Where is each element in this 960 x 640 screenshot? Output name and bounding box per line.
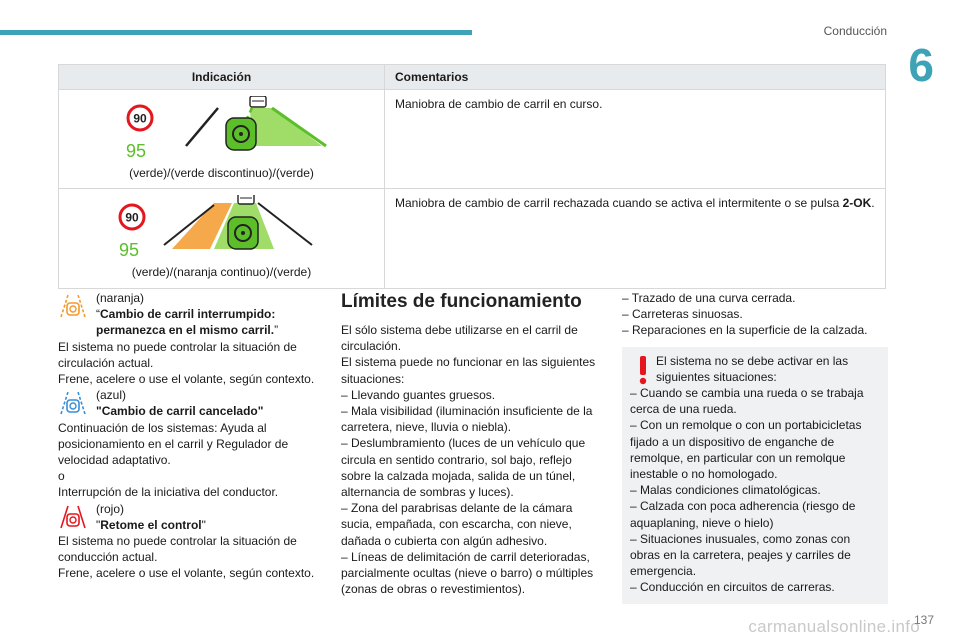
warning-box: [622, 347, 888, 604]
table-cell-comment: [385, 90, 886, 189]
section-title: Conducción: [823, 24, 887, 38]
chapter-number: 6: [908, 39, 934, 91]
page-number: 137: [913, 613, 934, 627]
list-item: – Llevando guantes gruesos.: [341, 387, 496, 402]
lane-change-rejected-illustration: [102, 195, 342, 261]
body-text: Frene, acelere o use el volante, según contexto.: [58, 566, 315, 581]
exclamation-warning-icon: [636, 355, 650, 385]
own-car-steering-icon: [228, 217, 258, 249]
list-item: – Cuando se cambia una rueda o se trabaja cerca de una rueda.: [630, 386, 864, 417]
right-column: [622, 290, 888, 604]
speed-limit-sign-icon: [128, 106, 152, 130]
quote-open: “: [96, 307, 100, 322]
list-item: – Zona del parabrisas delante de la cámara sucia, empañada, con escarcha, con nieve, dañada o cubierta con algún adhesivo.: [341, 501, 573, 548]
list-item: – Mala visibilidad (iluminación insuficiente de la carretera, nieve, lluvia o niebla).: [341, 404, 593, 435]
speed-limit-sign-icon: [120, 205, 144, 229]
list-item: – Malas condiciones climatológicas.: [630, 483, 821, 498]
list-item: – Reparaciones en la superficie de la calzada.: [622, 323, 868, 338]
table-cell-comment: [385, 189, 886, 289]
comment-text: Maniobra de cambio de carril en curso.: [395, 97, 603, 111]
list-item: – Deslumbramiento (luces de un vehículo que circula en sentido contrario, sol bajo, reflejo sobre la calzada mojada, salida de un túnel, alternancia de sombras y luces).: [341, 436, 586, 500]
body-text: El sistema no puede controlar la situación de conducción actual.: [58, 534, 297, 565]
indication-caption: (verde)/(naranja continuo)/(verde): [131, 265, 312, 279]
body-text: El sistema no puede controlar la situación de circulación actual.: [58, 339, 297, 370]
blue-info-entry: [58, 387, 320, 500]
table-header-indication: Indicación: [59, 65, 385, 90]
list-item: – Líneas de delimitación de carril deterioradas, parcialmente ocultas (nieve o barro) o múltiples (zonas de obras o revestimientos).: [341, 549, 594, 597]
set-speed-value: 95: [118, 240, 139, 260]
indication-caption: (verde)/(verde discontinuo)/(verde): [129, 166, 314, 180]
table-row: [59, 90, 886, 189]
list-item: – Conducción en circuitos de carreras.: [630, 580, 835, 595]
header-accent-bar: [0, 30, 472, 35]
indication-table: [58, 64, 886, 289]
table-header-comments: Comentarios: [385, 65, 886, 90]
list-item: – Carreteras sinuosas.: [622, 307, 743, 322]
section-heading: Límites de funcionamiento: [341, 291, 582, 312]
red-alert-entry: [58, 501, 320, 582]
color-label: (rojo): [96, 501, 125, 516]
body-text: Continuación de los sistemas: Ayuda al posicionamiento en el carril y Regulador de velocidad adaptativo.: [58, 420, 289, 468]
car-ahead-icon: [250, 96, 266, 107]
set-speed-value: 95: [125, 141, 146, 161]
left-column: [58, 290, 320, 582]
lane-cancel-blue-icon: [58, 388, 88, 416]
entry-title: [58, 517, 320, 533]
speed-limit-value: 90: [124, 210, 139, 225]
warning-intro: El sistema no se debe activar en las siguientes situaciones:: [656, 353, 849, 384]
body-text: Frene, acelere o use el volante, según contexto.: [58, 372, 315, 387]
color-label: (naranja): [96, 291, 145, 305]
comment-text-part: Maniobra de cambio de carril rechazada cuando se activa el intermitente o se pulsa: [395, 196, 843, 210]
entry-title: [58, 306, 320, 338]
lane-change-in-progress-illustration: [102, 96, 342, 162]
quote-open: ": [96, 517, 101, 532]
middle-column: [341, 290, 601, 597]
green-lane-icon: [250, 108, 322, 146]
paragraph: El sistema puede no funcionar en las siguientes situaciones:: [341, 355, 596, 386]
own-car-steering-icon: [226, 118, 256, 150]
list-item: – Con un remolque o con un portabicicletas fijado a un dispositivo de enganche de remolque, en particular con un remolque inestable o no homologado.: [630, 418, 862, 482]
list-item: – Situaciones inusuales, como zonas con obras en la carretera, peajes y carriles de emergencia.: [630, 531, 851, 579]
table-cell-indication: [59, 90, 385, 189]
body-text: Interrupción de la iniciativa del conductor.: [58, 485, 279, 500]
quote-close: ": [201, 517, 206, 532]
comment-key-label: 2-OK: [842, 196, 872, 210]
table-row: [59, 189, 886, 289]
paragraph: El sólo sistema debe utilizarse en el carril de circulación.: [341, 323, 578, 354]
list-item: – Trazado de una curva cerrada.: [622, 291, 796, 305]
color-label: (azul): [96, 388, 127, 403]
car-ahead-icon: [238, 195, 254, 204]
body-text: o: [58, 469, 65, 484]
orange-warning-entry: [58, 290, 320, 387]
comment-text: [395, 196, 875, 210]
table-header-row: [59, 65, 886, 90]
list-item: – Calzada con poca adherencia (riesgo de aquaplaning, nieve o hielo): [630, 499, 856, 530]
lane-line-left-icon: [186, 108, 218, 146]
speed-limit-value: 90: [132, 111, 147, 126]
title-text: Cambio de carril interrumpido: permanezca en el mismo carril.: [96, 307, 276, 338]
take-control-red-icon: [58, 502, 88, 530]
lane-warning-orange-icon: [58, 291, 88, 319]
watermark: carmanualsonline.info: [748, 617, 920, 636]
comment-text-end: .: [871, 196, 875, 210]
table-cell-indication: [59, 189, 385, 289]
entry-title: "Cambio de carril cancelado": [96, 404, 264, 419]
quote-close: ”: [274, 323, 279, 338]
title-text: Retome el control: [100, 517, 202, 532]
